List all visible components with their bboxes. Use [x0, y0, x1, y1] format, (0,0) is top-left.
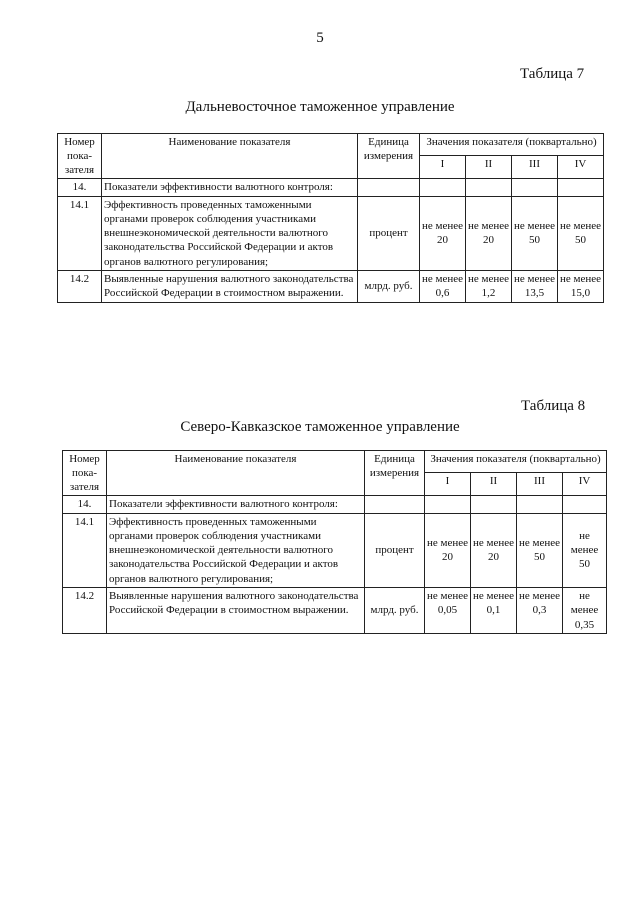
row-number: 14.1 — [58, 196, 102, 270]
header-values: Значения показателя (поквартально) — [420, 134, 604, 156]
row-number: 14. — [63, 496, 107, 513]
row-name: Показатели эффективности валютного контроля: — [107, 496, 365, 513]
value-q3: не менее 50 — [512, 196, 558, 270]
header-number: Номер пока-зателя — [58, 134, 102, 179]
table-8 — [62, 450, 607, 634]
header-quarter-2: II — [466, 156, 512, 179]
header-unit: Единица измерения — [365, 451, 425, 496]
table-7 — [57, 133, 604, 303]
table-row — [63, 513, 607, 587]
value-q1: не менее 20 — [420, 196, 466, 270]
row-number: 14.2 — [58, 271, 102, 303]
table-7-label: Таблица 7 — [520, 66, 585, 82]
value-q2: не менее 20 — [471, 513, 517, 587]
header-quarter-4: IV — [558, 156, 604, 179]
header-name: Наименование показателя — [107, 451, 365, 496]
table-row — [58, 179, 604, 196]
table-row — [63, 588, 607, 634]
row-number: 14.1 — [63, 513, 107, 587]
value-q2: не менее 20 — [466, 196, 512, 270]
value-q2: не менее 0,1 — [471, 588, 517, 634]
header-quarter-3: III — [512, 156, 558, 179]
row-name: Эффективность проведенных таможенными органами проверок соблюдения участниками внешнеэкономической деятельности валютного законодательства Российской Федерации и актов органов валютного регулирования; — [102, 196, 358, 270]
header-quarter-3: III — [517, 473, 563, 496]
header-unit: Единица измерения — [358, 134, 420, 179]
table-8-title: Северо-Кавказское таможенное управление — [180, 419, 460, 435]
header-quarter-1: I — [420, 156, 466, 179]
row-name: Выявленные нарушения валютного законодательства Российской Федерации в стоимостном выражении. — [102, 271, 358, 303]
value-q3: не менее 0,3 — [517, 588, 563, 634]
table-8-label: Таблица 8 — [521, 398, 586, 414]
row-name: Показатели эффективности валютного контроля: — [102, 179, 358, 196]
value-q4: не менее 50 — [563, 513, 607, 587]
table-row — [58, 271, 604, 303]
value-q1: не менее 20 — [425, 513, 471, 587]
table-7-title: Дальневосточное таможенное управление — [185, 99, 455, 115]
value-q4: не менее 0,35 — [563, 588, 607, 634]
row-unit: млрд. руб. — [365, 588, 425, 634]
header-values: Значения показателя (поквартально) — [425, 451, 607, 473]
row-unit: процент — [365, 513, 425, 587]
row-name: Эффективность проведенных таможенными органами проверок соблюдения участниками внешнеэкономической деятельности валютного законодательства Российской Федерации и актов органов валютного регулирования; — [107, 513, 365, 587]
header-quarter-1: I — [425, 473, 471, 496]
table-row — [63, 496, 607, 513]
row-unit: процент — [358, 196, 420, 270]
header-name: Наименование показателя — [102, 134, 358, 179]
header-quarter-4: IV — [563, 473, 607, 496]
value-q2: не менее 1,2 — [466, 271, 512, 303]
value-q4: не менее 15,0 — [558, 271, 604, 303]
value-q3: не менее 13,5 — [512, 271, 558, 303]
table-row — [58, 196, 604, 270]
page-number: 5 — [316, 30, 324, 46]
value-q3: не менее 50 — [517, 513, 563, 587]
row-number: 14.2 — [63, 588, 107, 634]
row-unit: млрд. руб. — [358, 271, 420, 303]
value-q1: не менее 0,05 — [425, 588, 471, 634]
row-name: Выявленные нарушения валютного законодательства Российской Федерации в стоимостном выражении. — [107, 588, 365, 634]
row-number: 14. — [58, 179, 102, 196]
header-quarter-2: II — [471, 473, 517, 496]
value-q4: не менее 50 — [558, 196, 604, 270]
header-number: Номер пока-зателя — [63, 451, 107, 496]
value-q1: не менее 0,6 — [420, 271, 466, 303]
